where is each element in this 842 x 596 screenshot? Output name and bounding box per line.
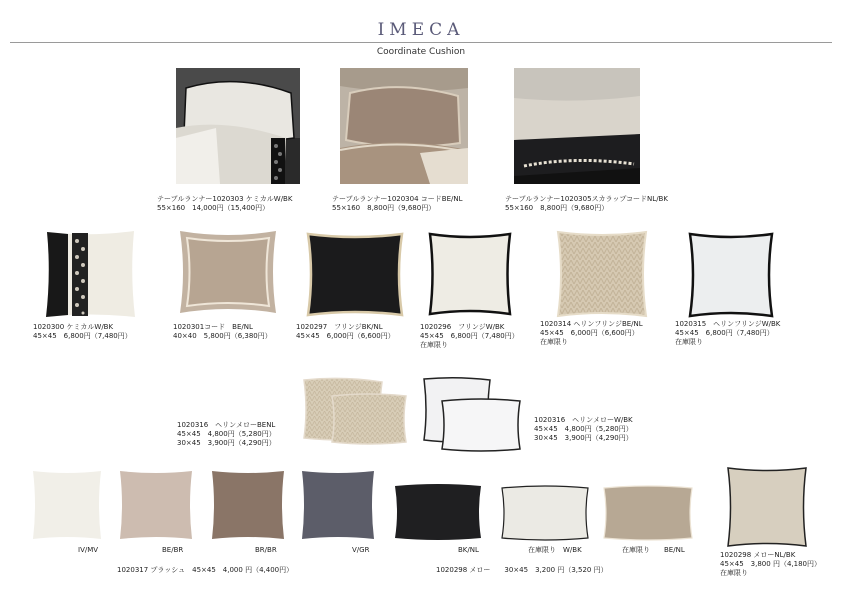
caption-line: 45×45 6,800円（7,480円） [33,332,132,340]
runner-caption-scallop [505,195,668,213]
tag-be-br: BE/BR [162,546,184,554]
caption-line: 40×40 5,800円（6,380円） [173,332,272,340]
tag-w-bk: 在庫限り W/BK [528,546,582,554]
page-title: Coordinate Cushion [376,47,466,57]
caption-line: テーブルランナー1020305スカラップコードNL/BK [505,195,668,203]
runner-photo-chemical [176,68,300,184]
cushion-mellow-benl-small [330,392,408,446]
cushion-plush-v-gr [300,469,376,541]
caption-line: 45×45 3,800 円（4,180円） [720,560,821,568]
brand-logo: IMECA [377,20,465,40]
caption-line: 在庫限り [540,338,568,346]
cushion-chemical-w-bk [44,229,137,319]
cushion-plush-br-br [210,469,286,541]
caption-1020301 [173,323,272,341]
caption-line: 30×45 3,900円（4,290円） [534,434,633,442]
caption-1020297 [296,323,395,341]
caption-1020314 [540,320,643,347]
caption-line: テーブルランナー1020303 ケミカルW/BK [157,195,293,203]
cushion-mellow-bk-nl [393,482,483,542]
caption-1020296 [420,323,519,350]
caption-line: 1020296 フリンジW/BK [420,323,505,331]
caption-1020315 [675,320,780,347]
caption-line: 1020315 ヘリンフリンジW/BK [675,320,781,328]
caption-1020298-nl-bk [720,551,821,578]
caption-line: 55×160 14,000円（15,400円） [157,204,270,212]
runner-photo-scallop [514,68,640,184]
caption-line: 在庫限り [675,338,703,346]
caption-line: 30×45 3,900円（4,290円） [177,439,276,447]
cushion-plush-iv-mv [31,469,103,541]
caption-line: 1020314 ヘリンフリンジBE/NL [540,320,643,328]
tag-br-br: BR/BR [255,546,277,554]
caption-line: 1020316 ヘリンメローBENL [177,421,276,429]
caption-line: 45×45 4,800円（5,280円） [177,430,276,438]
cushion-mellow-wbk-small [440,397,522,453]
caption-line: 1020300 ケミカルW/BK [33,323,114,331]
caption-line: 1020297 フリンジBK/NL [296,323,383,331]
cushion-herringbone-fringe-be-nl [556,230,648,318]
tag-v-gr: V/GR [352,546,370,554]
cushion-mellow-w-bk [500,484,590,542]
caption-line: 45×45 6,800円（7,480円） [420,332,519,340]
runner-photo-cord [340,68,468,184]
caption-line: 55×160 8,800円（9,680円） [332,204,436,212]
runner-caption-chemical [157,195,292,213]
header-divider [10,42,832,43]
caption-line: 55×160 8,800円（9,680円） [505,204,609,212]
caption-line: 1020301コード BE/NL [173,323,253,331]
caption-line: 45×45 6,000円（6,600円） [540,329,639,337]
caption-1020298-mellow: 1020298 メロー 30×45 3,200 円（3,520 円） [436,566,608,574]
caption-1020300 [33,323,132,341]
cushion-mellow-be-nl [602,484,694,542]
caption-line: 在庫限り [420,341,448,349]
runner-caption-cord [332,195,463,213]
cushion-plush-be-br [118,469,194,541]
caption-line: 1020298 メローNL/BK [720,551,796,559]
caption-1020316-wbk [534,416,633,443]
tag-be-nl: 在庫限り BE/NL [622,546,685,554]
tag-bk-nl: BK/NL [458,546,479,554]
caption-line: 45×45 6,800円（7,480円） [675,329,774,337]
tag-iv-mv: IV/MV [78,546,99,554]
caption-line: テーブルランナー1020304 コードBE/NL [332,195,463,203]
caption-1020316-benl [177,421,276,448]
cushion-fringe-w-bk [428,232,512,316]
caption-line: 45×45 4,800円（5,280円） [534,425,633,433]
caption-1020317-plush: 1020317 プラッシュ 45×45 4,000 円（4,400円） [117,566,294,574]
caption-line: 45×45 6,000円（6,600円） [296,332,395,340]
cushion-fringe-bk-nl [306,232,404,317]
cushion-herringbone-fringe-w-bk [688,232,774,318]
cushion-cord-be-nl [178,229,278,315]
caption-line: 1020316 ヘリンメローW/BK [534,416,633,424]
cushion-mellow-nl-bk [726,466,808,548]
caption-line: 在庫限り [720,569,748,577]
